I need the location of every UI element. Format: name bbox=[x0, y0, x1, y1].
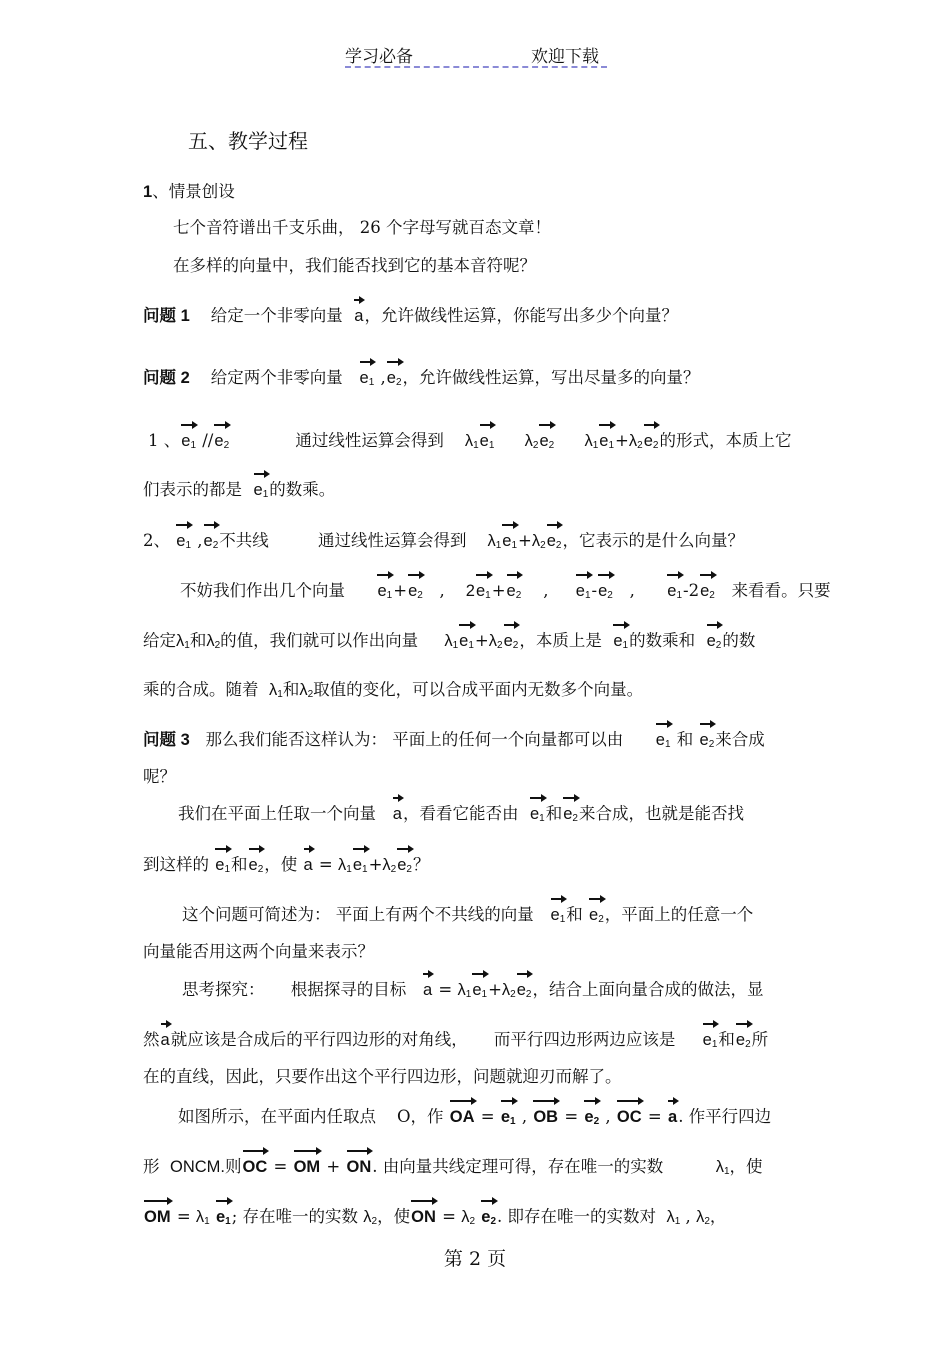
paragraph-7-line2: 向量能否用这两个向量来表示？ bbox=[143, 942, 374, 961]
question-1: 问题 1 给定一个非零向量 a，允许做线性运算，你能写出多少个向量？ bbox=[143, 306, 678, 325]
paragraph-6-line2: 到这样的 $e_1$和$e_2$，使 $a = \lambda_1e_1+\lambda_2e_2$？ bbox=[143, 855, 430, 875]
page-header bbox=[345, 42, 607, 68]
paragraph-3: 不妨我们作出几个向量 $e_1+e_2$ , $2e_1+e_2$ , $e_1-e_2$ , $e_1-2e_2$ 来看看。只要 bbox=[180, 581, 831, 601]
question-3-line2: 呢？ bbox=[143, 767, 176, 786]
paragraph-8: 思考探究： 根据探寻的目标 $a = \lambda_1e_1+\lambda_2e_2$，结合上面向量合成的做法，显 bbox=[182, 980, 764, 1000]
header-left: 学习必备 bbox=[345, 47, 413, 67]
paragraph-6: 我们在平面上任取一个向量 a，看看它能否由 $e_1$和$e_2$来合成，也就是能否找 bbox=[178, 804, 744, 824]
paragraph-8-line3: 在的直线，因此，只要作出这个平行四边形，问题就迎刃而解了。 bbox=[143, 1067, 622, 1086]
paragraph-9-line3: OM = $\lambda_1$ $e_1$; 存在唯一的实数 $\lambda_2$，使ON = $\lambda_2$ $e_2$. 即存在唯一的实数对 $\lambda_1$ , $\lambda_2$， bbox=[144, 1207, 727, 1227]
question-2: 问题 2 给定两个非零向量 $e_1$ $,e_2$，允许做线性运算，写出尽量多的向量？ bbox=[143, 368, 700, 388]
paragraph-7: 这个问题可简述为： 平面上有两个不共线的向量 $e_1$和 $e_2$，平面上的任意一个 bbox=[182, 905, 754, 925]
question-3: 问题 3 那么我们能否这样认为： 平面上的任何一个向量都可以由 $e_1$ 和 $e_2$来合成 bbox=[143, 730, 765, 750]
case-2: 2、 $e_1$ $,e_2$不共线 通过线性运算会得到 $\lambda_1e_1+\lambda_2e_2$，它表示的是什么向量？ bbox=[143, 531, 744, 551]
paragraph-5: 乘的合成。随着 $\lambda_1$和$\lambda_2$取值的变化，可以合成平面内无数多个向量。 bbox=[143, 680, 644, 700]
page-number: 第 2 页 bbox=[443, 1248, 507, 1270]
paragraph-9-line2: 形 ONCM.则OC = OM + ON. 由向量共线定理可得，存在唯一的实数 $\lambda_1$，使 bbox=[143, 1157, 763, 1177]
case-1-line2: 们表示的都是 $e_1$的数乘。 bbox=[143, 480, 336, 500]
section-title: 五、教学过程 bbox=[188, 129, 308, 153]
case-1: 1 、$e_1$ $//e_2$ 通过线性运算会得到 $\lambda_1e_1$ $\lambda_2e_2$ $\lambda_1e_1+\lambda_2e_2$的形式，本质上它 bbox=[148, 431, 792, 451]
paragraph-9: 如图所示，在平面内任取点 O，作 OA = $e_1$ , OB = $e_2$ , OC = a. 作平行四边 bbox=[178, 1107, 772, 1127]
paragraph-2: 在多样的向量中，我们能否找到它的基本音符呢？ bbox=[173, 256, 536, 275]
paragraph-8-line2: 然a就应该是合成后的平行四边形的对角线， 而平行四边形两边应该是 $e_1$和$e_2$所 bbox=[143, 1030, 769, 1050]
header-right: 欢迎下载 bbox=[531, 47, 599, 67]
subsection-title: 1、情景创设 bbox=[143, 182, 235, 201]
paragraph-4: 给定$\lambda_1$和$\lambda_2$的值，我们就可以作出向量 $\lambda_1e_1+\lambda_2e_2$，本质上是 $e_1$的数乘和 $e_2$的数 bbox=[143, 631, 756, 651]
paragraph-1: 七个音符谱出千支乐曲， 26 个字母写就百态文章！ bbox=[173, 218, 551, 237]
